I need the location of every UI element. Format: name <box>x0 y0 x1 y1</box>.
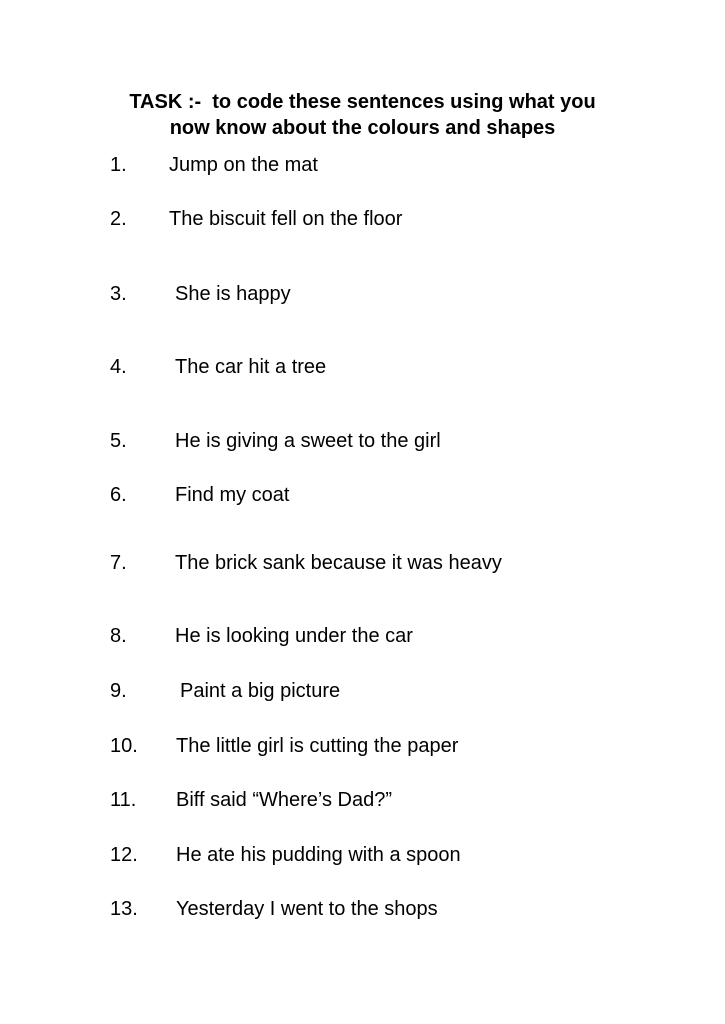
item-sentence: Yesterday I went to the shops <box>176 898 438 920</box>
sentence-item <box>0 678 725 704</box>
sentence-item <box>0 842 725 868</box>
task-title-line-1: TASK :- to code these sentences using what you <box>129 91 596 113</box>
item-sentence: Jump on the mat <box>169 154 318 176</box>
sentence-item <box>0 281 725 307</box>
item-number: 4. <box>110 356 127 378</box>
item-number: 13. <box>110 898 138 920</box>
item-number: 7. <box>110 552 127 574</box>
sentence-item <box>0 787 725 813</box>
item-number: 6. <box>110 484 127 506</box>
item-number: 8. <box>110 625 127 647</box>
sentence-item <box>0 206 725 232</box>
item-number: 9. <box>110 680 127 702</box>
sentence-item <box>0 550 725 576</box>
item-sentence: Paint a big picture <box>180 680 341 702</box>
sentence-item <box>0 354 725 380</box>
item-number: 12. <box>110 844 138 866</box>
item-number: 3. <box>110 283 127 305</box>
item-sentence: The little girl is cutting the paper <box>176 735 459 757</box>
item-sentence: Find my coat <box>175 484 290 506</box>
item-number: 2. <box>110 208 127 230</box>
sentence-item <box>0 733 725 759</box>
item-number: 10. <box>110 735 138 757</box>
item-number: 1. <box>110 154 127 176</box>
item-sentence: Biff said “Where’s Dad?” <box>176 789 393 811</box>
item-sentence: He is looking under the car <box>175 625 413 647</box>
item-sentence: He is giving a sweet to the girl <box>175 430 441 452</box>
sentence-item <box>0 428 725 454</box>
item-sentence: The brick sank because it was heavy <box>175 552 502 574</box>
item-number: 11. <box>110 789 137 811</box>
item-number: 5. <box>110 430 127 452</box>
sentence-item <box>0 896 725 922</box>
item-sentence: She is happy <box>175 283 291 305</box>
item-sentence: The biscuit fell on the floor <box>169 208 403 230</box>
item-sentence: The car hit a tree <box>175 356 327 378</box>
sentence-item <box>0 482 725 508</box>
sentence-item <box>0 623 725 649</box>
item-sentence: He ate his pudding with a spoon <box>176 844 461 866</box>
task-title-line-2: now know about the colours and shapes <box>169 117 556 139</box>
sentence-item <box>0 152 725 178</box>
